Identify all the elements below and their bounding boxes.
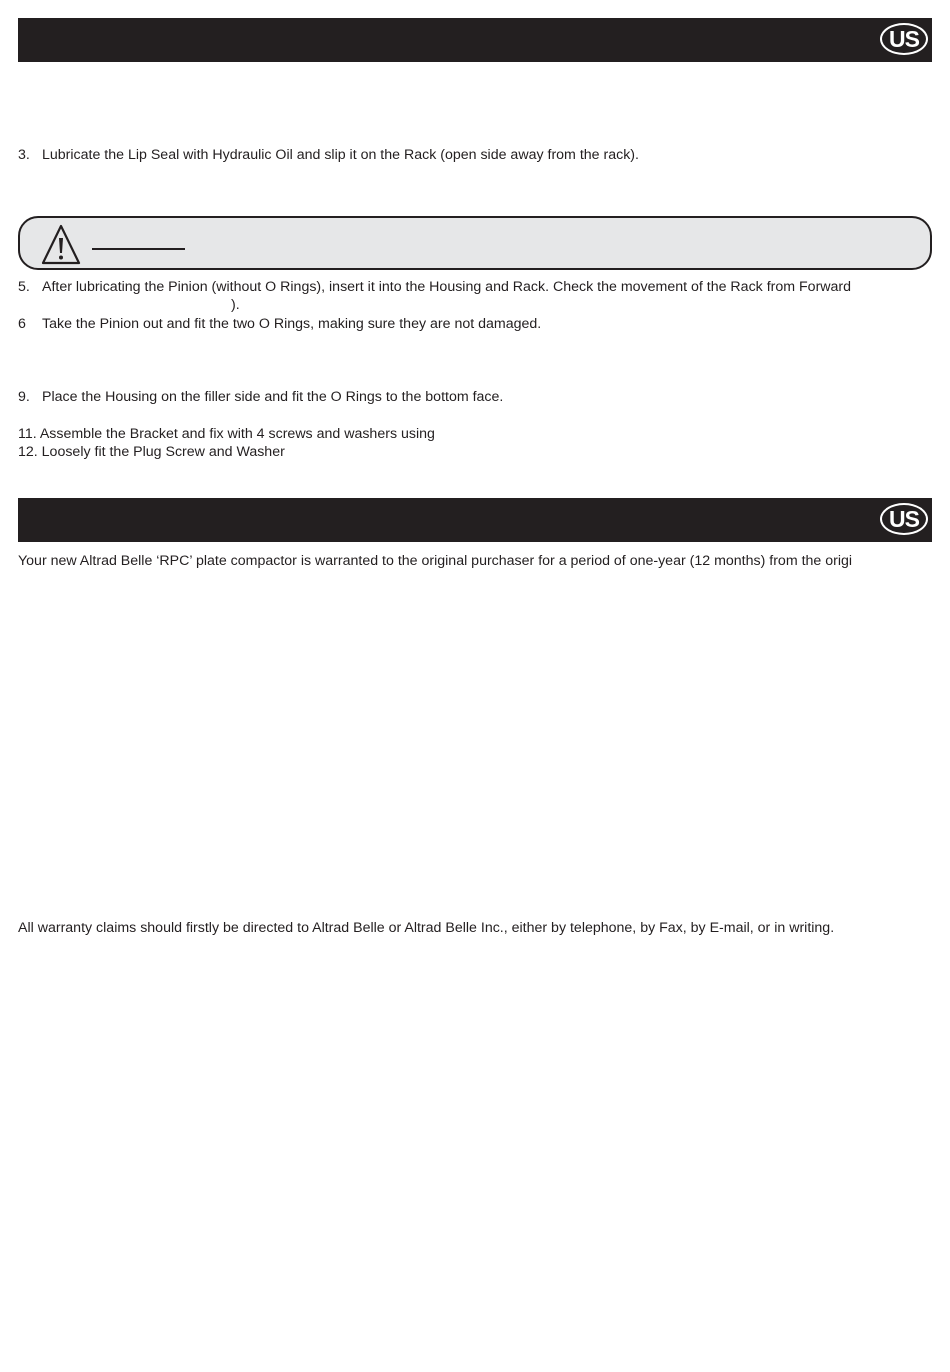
warranty-intro: Your new Altrad Belle ‘RPC’ plate compactor is warranted to the original purchaser for a period of one-year (12 months) from the origi: [18, 553, 853, 569]
step-text: 12. Loosely fit the Plug Screw and Washer: [18, 444, 285, 460]
step-text: Place the Housing on the filler side and fit the O Rings to the bottom face.: [42, 389, 504, 405]
step-number: 5.: [18, 279, 30, 295]
step-number: 3.: [18, 147, 30, 163]
warning-triangle-icon: [40, 223, 82, 267]
warning-box: [18, 216, 932, 270]
section-header-bar: [18, 498, 932, 542]
step-text: 11. Assemble the Bracket and fix with 4 screws and washers using: [18, 426, 435, 442]
step-text: Lubricate the Lip Seal with Hydraulic Oil and slip it on the Rack (open side away from the rack).: [42, 147, 639, 163]
step-text-continuation: ).: [231, 297, 240, 313]
warranty-claims: All warranty claims should firstly be directed to Altrad Belle or Altrad Belle Inc., either by telephone, by Fax, by E-mail, or in writing.: [18, 920, 835, 936]
step-text: Take the Pinion out and fit the two O Rings, making sure they are not damaged.: [42, 316, 542, 332]
section-header-bar: [18, 18, 932, 62]
step-number: 9.: [18, 389, 30, 405]
step-text: After lubricating the Pinion (without O Rings), insert it into the Housing and Rack. Check the movement of the Rack from Forward: [42, 279, 852, 295]
us-badge: US: [880, 503, 928, 535]
us-badge: US: [880, 23, 928, 55]
warning-heading-underline: [92, 248, 185, 250]
step-number: 6: [18, 316, 26, 332]
